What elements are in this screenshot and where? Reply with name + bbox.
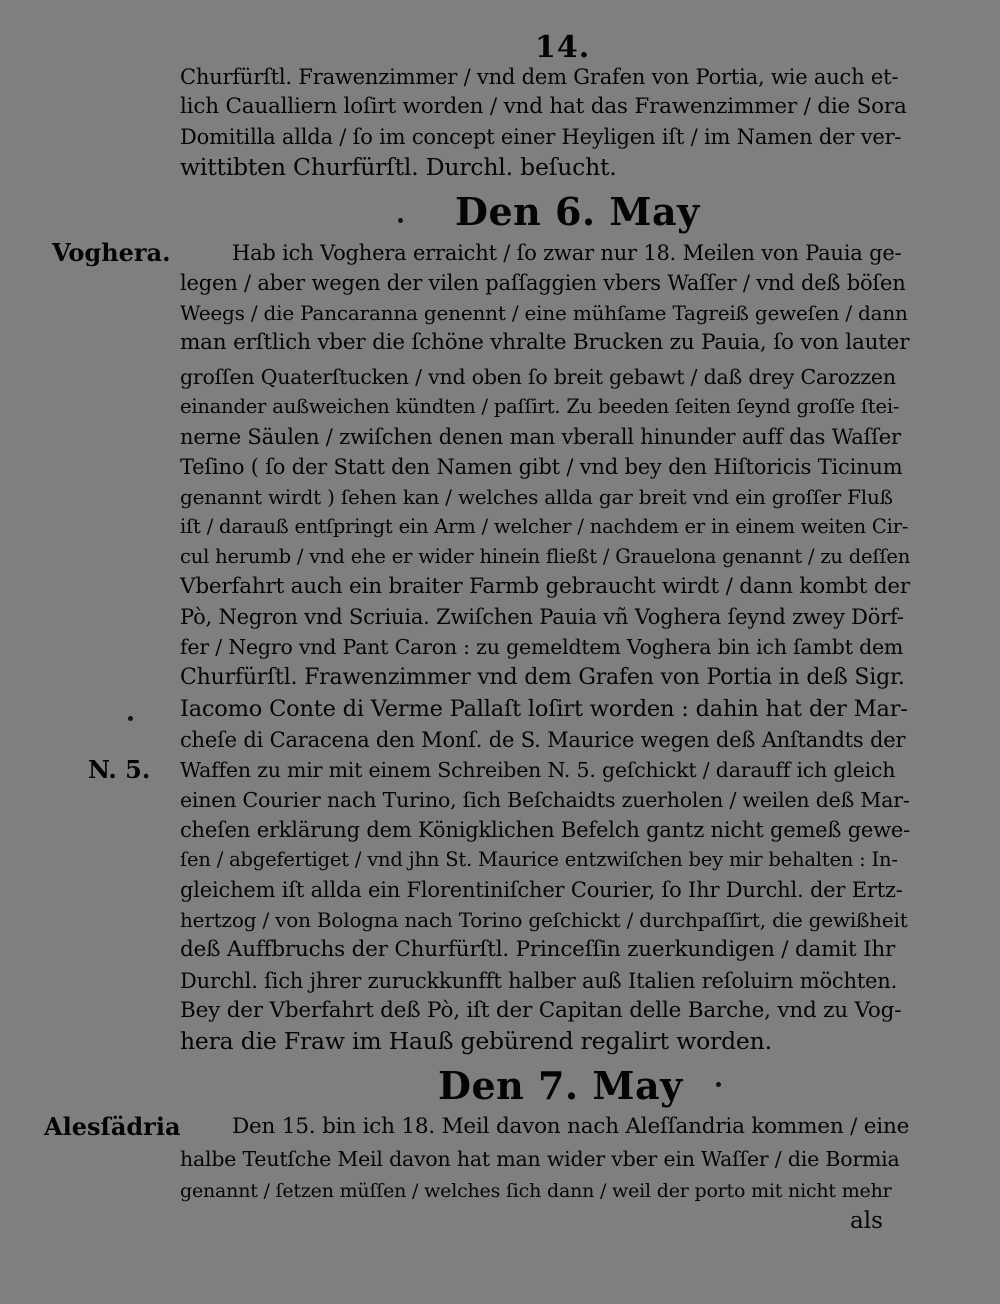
page-number: 14. (535, 30, 591, 65)
ink-speck (716, 1082, 721, 1087)
text-line: Churfürſtl. Frawenzimmer / vnd dem Grafen von Portia, wie auch et- (180, 65, 899, 89)
text-line: Weegs / die Pancaranna genennt / eine mühſame Tagreiß geweſen / dann (180, 301, 908, 325)
text-line: Waffen zu mir mit einem Schreiben N. 5. geſchickt / darauff ich gleich (180, 758, 896, 782)
text-line: genannt wirdt ) ſehen kan / welches allda gar breit vnd ein groſſer Fluß (180, 485, 893, 509)
text-line: einander außweichen kündten / paſſirt. Zu beeden ſeiten ſeynd groſſe ſtei- (180, 395, 900, 418)
text-line: Churfürſtl. Frawenzimmer vnd dem Grafen von Portia in deß Sigr. (180, 665, 905, 690)
text-line: Vberfahrt auch ein braiter Farmb gebraucht wirdt / dann kombt der (180, 574, 910, 599)
ink-speck (128, 716, 133, 721)
catchword: als (850, 1208, 883, 1234)
text-line: groſſen Quaterſtucken / vnd oben ſo breit gebawt / daß drey Carozzen (180, 365, 896, 389)
text-line: halbe Teutſche Meil davon hat man wider vber ein Waſſer / die Bormia (180, 1147, 900, 1171)
text-line: Teſino ( ſo der Statt den Namen gibt / vnd bey den Hiſtoricis Ticinum (180, 455, 903, 479)
text-line: Pò, Negron vnd Scriuia. Zwiſchen Pauia vñ Voghera ſeynd zwey Dörf- (180, 605, 904, 629)
text-line: cheſen erklärung dem Königklichen Befelch gantz nicht gemeß gewe- (180, 818, 911, 842)
margin-note-alessandria: Alesſädria (44, 1112, 181, 1141)
text-line: legen / aber wegen der vilen paſſaggien vbers Waſſer / vnd deß böſen (180, 271, 906, 295)
text-line: Den 15. bin ich 18. Meil davon nach Aleſſandria kommen / eine (232, 1114, 910, 1139)
text-line: ſen / abgefertiget / vnd jhn St. Maurice entzwiſchen bey mir behalten : In- (180, 848, 898, 871)
text-line: einen Courier nach Turino, ſich Beſchaidts zuerholen / weilen deß Mar- (180, 788, 910, 812)
text-line: wittibten Churfürſtl. Durchl. beſucht. (180, 153, 617, 181)
ink-speck (398, 218, 403, 223)
text-line: cul herumb / vnd ehe er wider hinein fließt / Grauelona genannt / zu deſſen (180, 545, 911, 568)
text-line: genannt / ſetzen müſſen / welches ſich dann / weil der porto mit nicht mehr (180, 1180, 892, 1202)
text-line: lich Caualliern loſirt worden / vnd hat das Frawenzimmer / die Sora (180, 94, 907, 119)
margin-note-voghera: Voghera. (52, 238, 171, 267)
text-line: cheſe di Caracena den Monſ. de S. Maurice wegen deß Anſtandts der (180, 728, 906, 752)
text-line: iſt / darauß entſpringt ein Arm / welcher / nachdem er in einem weiten Cir- (180, 515, 909, 538)
text-line: Iacomo Conte di Verme Pallaſt loſirt worden : dahin hat der Mar- (180, 696, 908, 722)
text-line: deß Auffbruchs der Churfürſtl. Princeſſin zuerkundigen / damit Ihr (180, 937, 896, 962)
text-line: nerne Säulen / zwiſchen denen man vberall hinunder auff das Waſſer (180, 425, 901, 449)
text-line: hertzog / von Bologna nach Torino geſchickt / durchpaſſirt, die gewißheit (180, 908, 908, 932)
day-heading: Den 7. May (438, 1063, 683, 1108)
text-line: gleichem iſt allda ein Florentiniſcher Courier, ſo Ihr Durchl. der Ertz- (180, 878, 903, 902)
day-heading: Den 6. May (455, 189, 700, 234)
text-line: Bey der Vberfahrt deß Pò, iſt der Capitan delle Barche, vnd zu Vog- (180, 998, 902, 1023)
text-line: man erſtlich vber die ſchöne vhralte Brucken zu Pauia, ſo von lauter (180, 330, 910, 355)
margin-note-n5: N. 5. (88, 755, 151, 784)
text-line: hera die Fraw im Hauß gebürend regalirt worden. (180, 1027, 772, 1055)
text-line: Hab ich Voghera erraicht / ſo zwar nur 18. Meilen von Pauia ge- (232, 241, 902, 265)
text-line: Durchl. ſich jhrer zuruckkunfft halber auß Italien reſoluirn möchten. (180, 969, 898, 993)
text-line: fer / Negro vnd Pant Caron : zu gemeldtem Voghera bin ich ſambt dem (180, 635, 904, 659)
text-line: Domitilla allda / ſo im concept einer Heyligen iſt / im Namen der ver- (180, 125, 902, 149)
